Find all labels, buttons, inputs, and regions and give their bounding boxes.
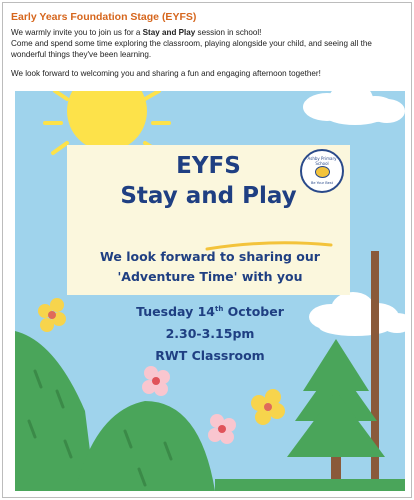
- event-date: [55, 301, 365, 323]
- document-page: [2, 2, 412, 498]
- intro-line-1: [11, 27, 409, 38]
- event-date-day: Tuesday 14: [136, 304, 215, 319]
- intro-line-1-suffix: session in school!: [195, 28, 262, 37]
- section-heading: Early Years Foundation Stage (EYFS): [11, 11, 197, 23]
- intro-line-1-prefix: We warmly invite you to join us for a: [11, 28, 143, 37]
- intro-text: [11, 27, 409, 79]
- school-badge: [300, 149, 344, 193]
- school-badge-emblem: [315, 166, 330, 178]
- tagline-line-1: We look forward to sharing our: [100, 249, 320, 264]
- poster-title-line-1: EYFS: [176, 153, 241, 179]
- school-badge-name: Ashby Primary School: [307, 156, 337, 166]
- event-time: 2.30-3.15pm: [165, 326, 255, 341]
- event-location: RWT Classroom: [155, 348, 265, 363]
- event-date-suffix: th: [214, 304, 224, 313]
- event-poster: [15, 91, 405, 491]
- intro-line-3: We look forward to welcoming you and sharing a fun and engaging afternoon together!: [11, 68, 321, 78]
- intro-line-1-bold: Stay and Play: [142, 28, 196, 37]
- school-badge-motto: Be Your Best: [310, 181, 333, 185]
- poster-title-line-2: Stay and Play: [120, 183, 297, 209]
- poster-tagline: [55, 247, 365, 287]
- intro-line-2: Come and spend some time exploring the classroom, playing alongside your child, and seeing all the wonderful things they've been learning.: [11, 39, 372, 60]
- event-date-month: October: [223, 304, 284, 319]
- event-details: [55, 301, 365, 367]
- tagline-line-2: 'Adventure Time' with you: [117, 269, 303, 284]
